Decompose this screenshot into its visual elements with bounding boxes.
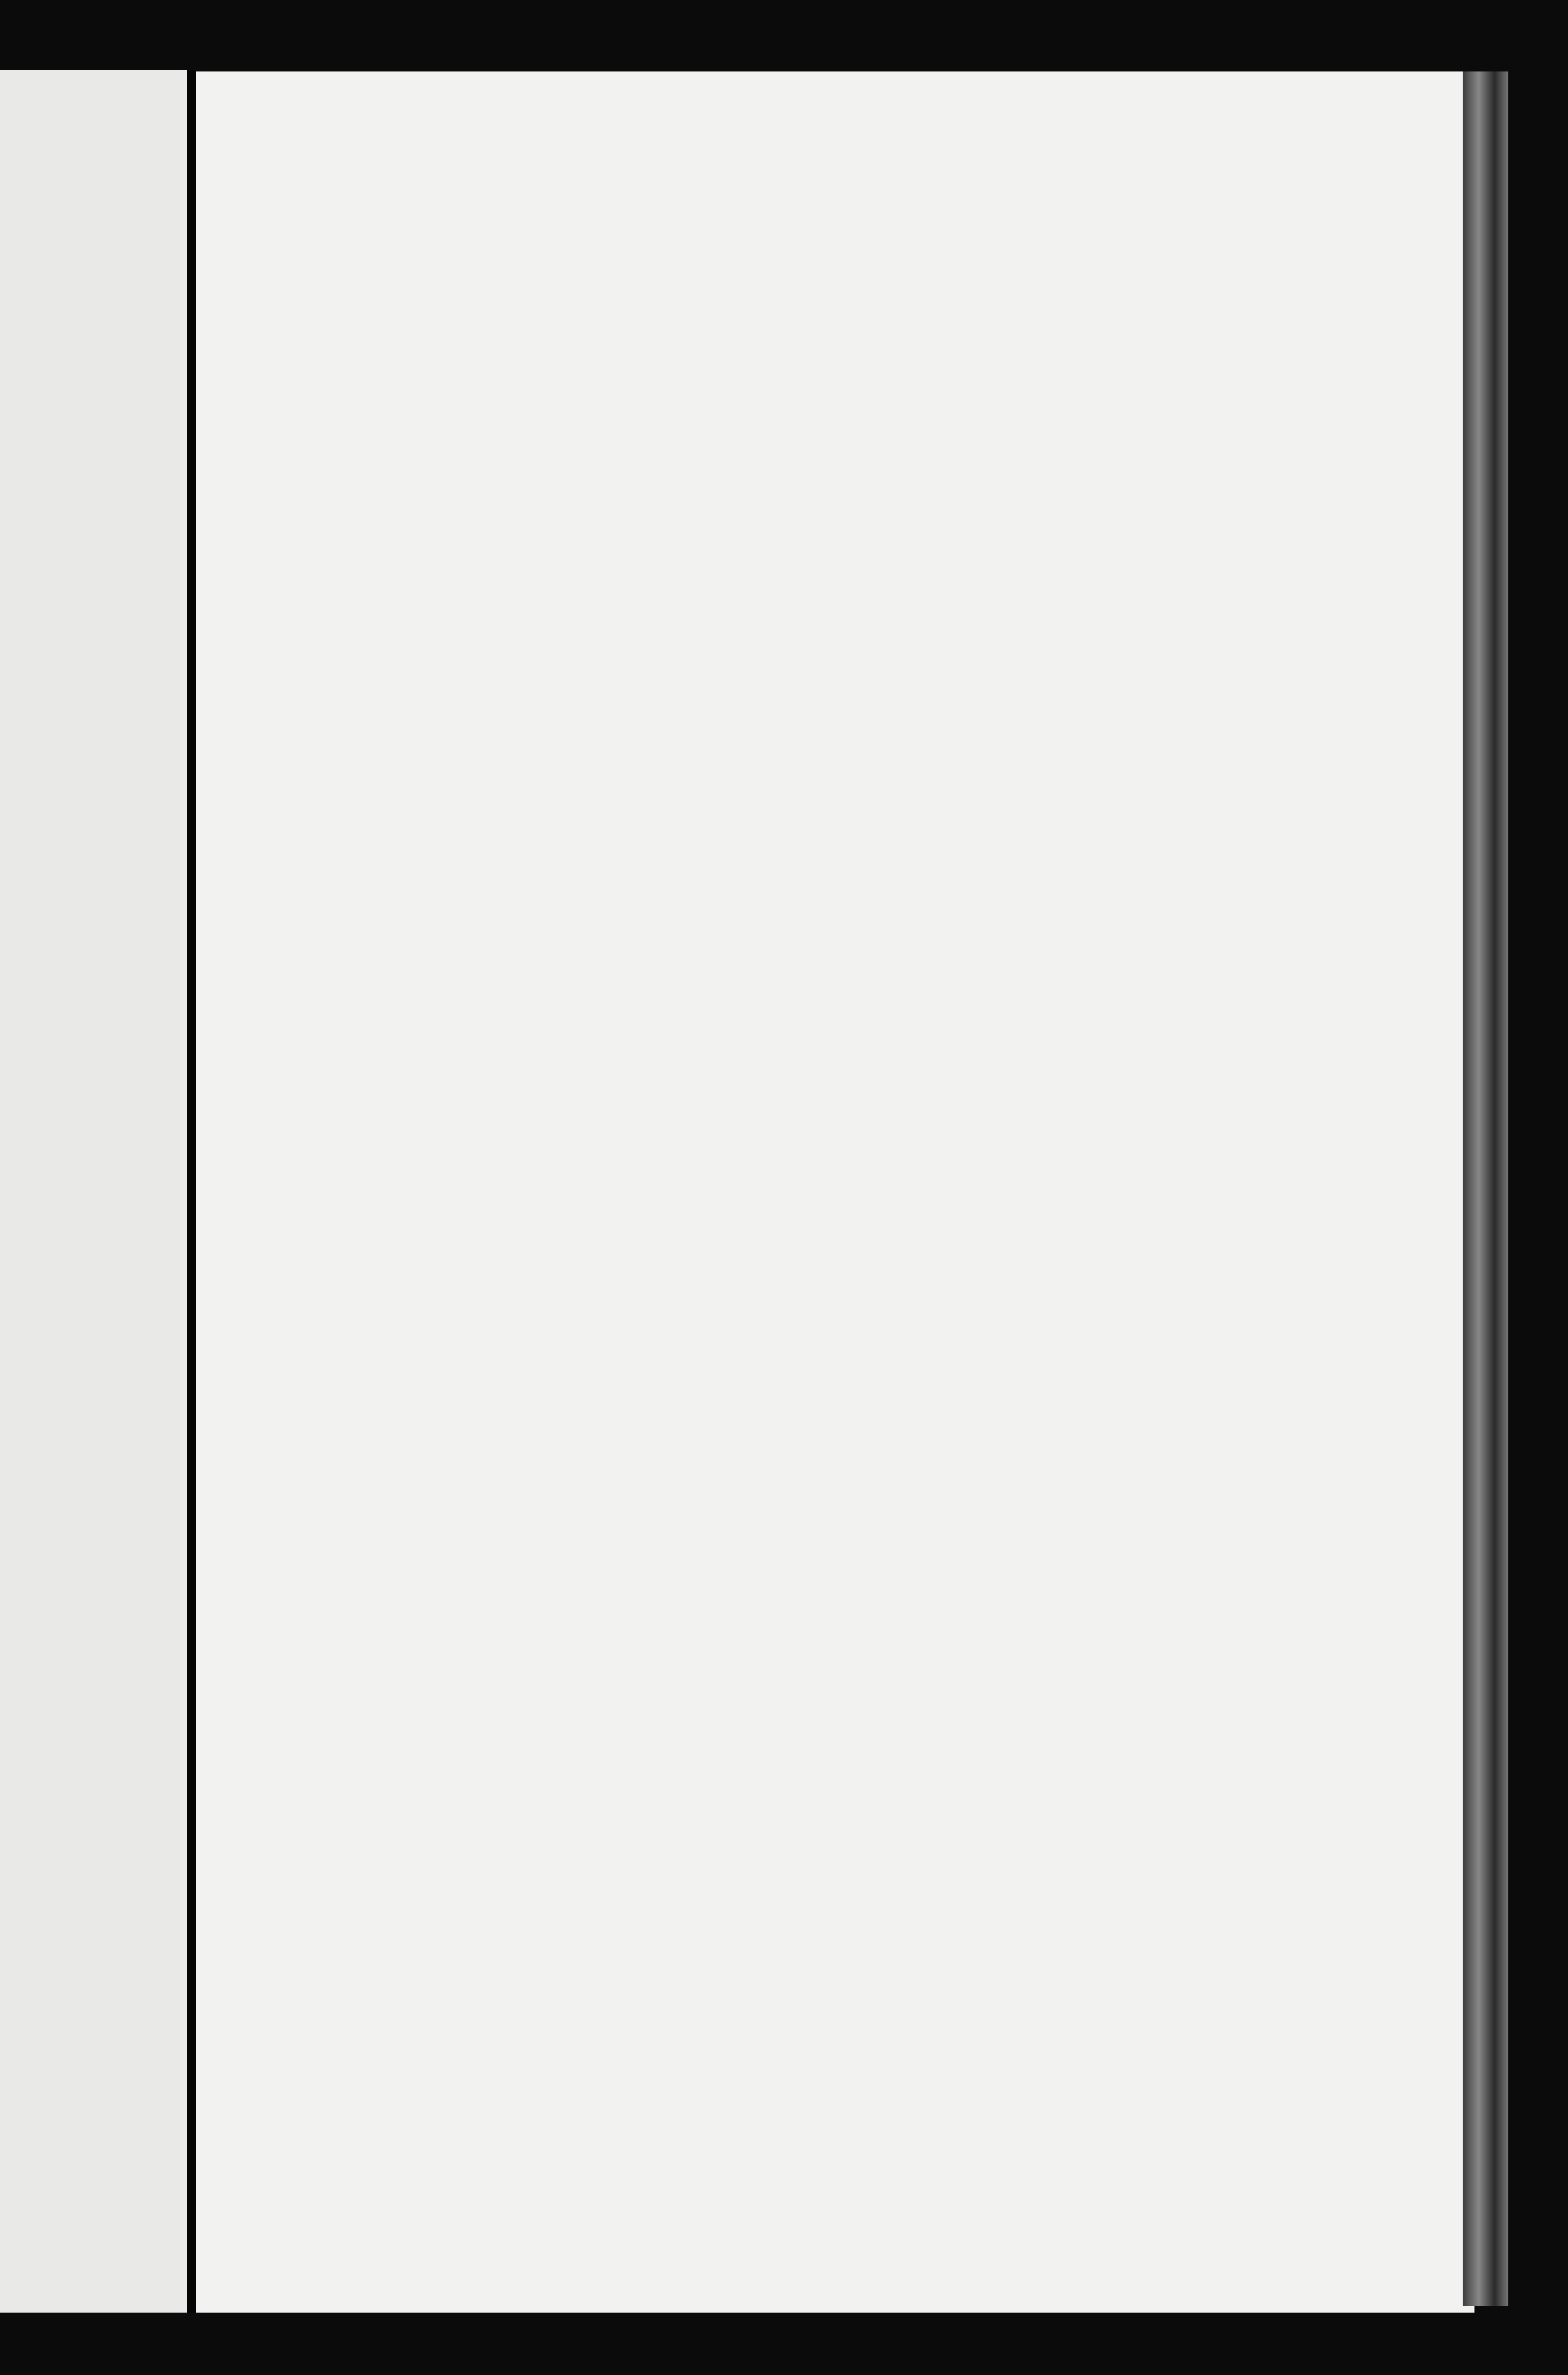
page-body — [130, 161, 1156, 169]
page-edge — [1463, 71, 1508, 2306]
book-spine — [187, 70, 196, 2313]
page-13 — [196, 71, 1474, 2313]
facing-page — [0, 70, 187, 2313]
